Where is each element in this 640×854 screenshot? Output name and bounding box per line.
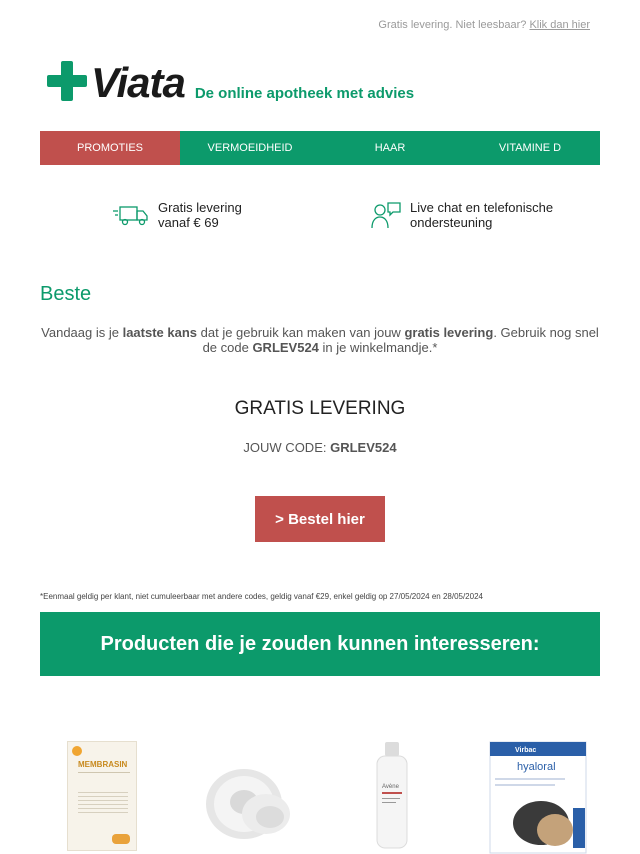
logo-tagline: De online apotheek met advies <box>194 85 415 102</box>
nav-item-haar[interactable]: HAAR <box>374 142 406 154</box>
intro-bold-free-delivery: gratis levering <box>404 325 494 340</box>
preheader <box>378 19 590 31</box>
nav-item-vermoeidheid[interactable]: VERMOEIDHEID <box>207 142 293 154</box>
usp-free-delivery <box>112 200 242 230</box>
greeting: Beste <box>40 283 92 305</box>
product-hyaloral-label: hyaloral <box>517 761 556 773</box>
product-membrasin[interactable] <box>67 741 137 851</box>
promo-code-value: GRLEV524 <box>330 440 397 455</box>
terms-footnote: *Eenmaal geldig per klant, niet cumuleerbaar met andere codes, geldig vanaf €29, enkel geldig op 27/05/2024 en 28/05/2024 <box>40 592 483 601</box>
intro-bold-code: GRLEV524 <box>252 340 319 355</box>
product-avene-bottle[interactable] <box>375 742 409 850</box>
product-avene-label: Avène <box>382 784 399 790</box>
nav-item-vitamine-d[interactable]: VITAMINE D <box>498 142 562 154</box>
recommended-products-banner: Producten die je zouden kunnen interesseren: <box>40 612 600 676</box>
nav-item-promoties[interactable]: PROMOTIES <box>40 131 180 165</box>
promo-code <box>40 440 600 455</box>
product-powder[interactable] <box>200 762 296 844</box>
logo-wordmark: Viata <box>91 59 185 106</box>
main-nav <box>40 131 600 165</box>
fruit-icon <box>112 834 130 844</box>
support-chat-icon <box>370 200 402 230</box>
product-hyaloral[interactable] <box>489 738 587 854</box>
usp-free-delivery-line2: vanaf € 69 <box>158 215 219 230</box>
usp-live-support-line2: ondersteuning <box>410 215 493 230</box>
viata-logo[interactable] <box>47 58 414 108</box>
intro-bold-last-chance: laatste kans <box>122 325 198 340</box>
product-hyaloral-maker: Virbac <box>515 747 537 754</box>
usp-free-delivery-line1: Gratis levering <box>158 200 242 215</box>
offer-headline: GRATIS LEVERING <box>234 398 406 419</box>
plus-cross-icon <box>47 61 87 101</box>
view-in-browser-link[interactable]: Klik dan hier <box>529 19 590 31</box>
preheader-text: Gratis levering. Niet leesbaar? <box>378 19 527 31</box>
brand-sun-icon <box>72 746 82 756</box>
product-brand-label: MEMBRASIN <box>78 760 128 769</box>
intro-paragraph: Vandaag is je laatste kans dat je gebruik kan maken van jouw gratis levering. Gebruik nog snel de code GRLEV524 in je winkelmandje.* <box>41 325 599 355</box>
delivery-truck-icon <box>112 202 150 228</box>
usp-live-support-line1: Live chat en telefonische <box>410 200 554 215</box>
order-button[interactable]: > Bestel hier <box>255 496 385 542</box>
promo-code-label: JOUW CODE: <box>243 440 331 455</box>
usp-live-support <box>370 200 553 230</box>
